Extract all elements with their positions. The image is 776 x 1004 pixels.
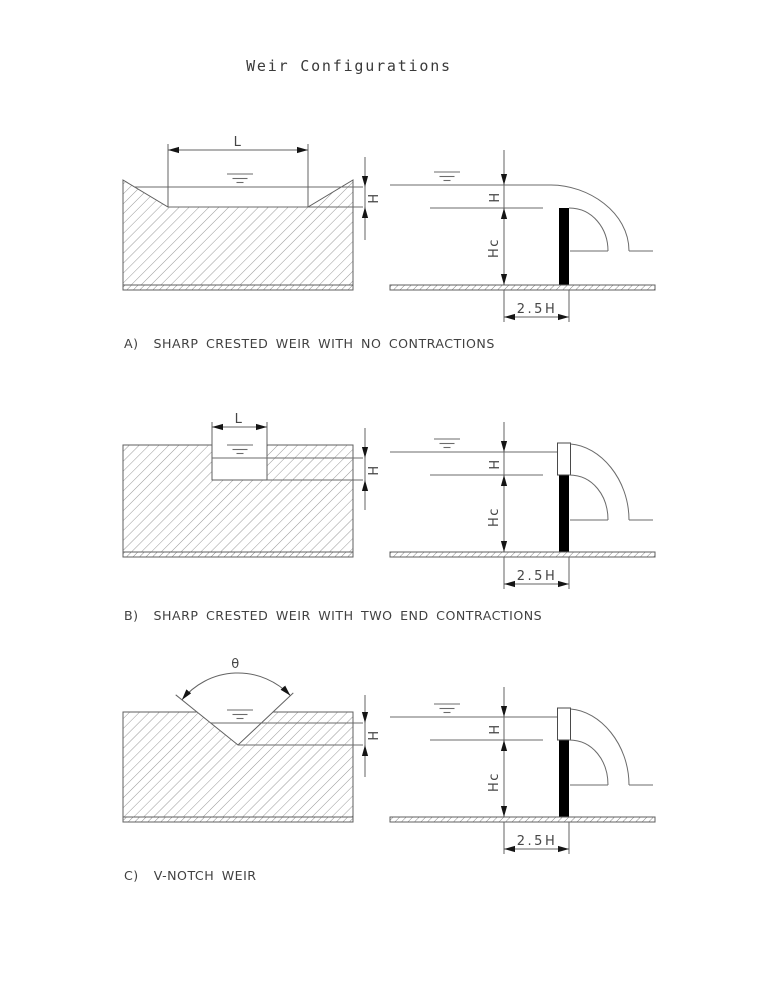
crest-length-label: L xyxy=(233,135,243,150)
channel-floor xyxy=(390,552,655,557)
channel-floor xyxy=(390,817,655,822)
head-label: H xyxy=(488,458,503,470)
nappe-lower-curve xyxy=(569,740,608,785)
diagram-b xyxy=(123,412,655,623)
contraction-plate-top xyxy=(558,708,571,740)
diagram-c-side-view xyxy=(390,687,655,854)
contraction-plate-top xyxy=(558,443,571,475)
plate-offset-label: 2.5H xyxy=(516,834,558,849)
water-level-icon xyxy=(227,174,253,183)
extension-line xyxy=(176,695,197,712)
head-dimension xyxy=(365,428,382,510)
head-label: H xyxy=(367,192,382,204)
water-level-icon xyxy=(227,445,253,454)
head-and-crest-height-dimension xyxy=(487,150,504,285)
nappe-upper-curve xyxy=(571,444,630,520)
angle-arc xyxy=(182,673,291,700)
crest-length-dimension xyxy=(168,135,308,207)
diagram-a-side-view xyxy=(390,150,655,322)
head-and-crest-height-dimension xyxy=(487,687,504,817)
notch-angle-label: θ xyxy=(231,657,241,672)
diagram-c xyxy=(123,657,655,883)
weir-base-strip xyxy=(123,552,353,557)
plate-offset-label: 2.5H xyxy=(516,569,558,584)
diagram-a xyxy=(123,135,655,351)
head-dimension xyxy=(365,695,382,777)
water-level-icon xyxy=(227,710,253,719)
weir-base-strip xyxy=(123,285,353,290)
weir-plate xyxy=(559,740,569,817)
weir-block xyxy=(123,712,353,817)
water-level-icon xyxy=(434,439,460,448)
head-dimension xyxy=(365,157,382,240)
diagram-a-caption: A) SHARP CRESTED WEIR WITH NO CONTRACTIONS xyxy=(124,336,495,351)
head-and-crest-height-dimension xyxy=(487,422,504,552)
nappe-upper-curve xyxy=(571,709,630,785)
crest-height-label: Hc xyxy=(487,238,502,258)
crest-height-label: Hc xyxy=(487,507,502,527)
head-label: H xyxy=(488,191,503,203)
channel-floor xyxy=(390,285,655,290)
diagram-c-caption: C) V-NOTCH WEIR xyxy=(124,868,257,883)
diagram-a-front-view xyxy=(123,135,382,290)
head-label: H xyxy=(367,464,382,476)
nappe-lower-curve xyxy=(569,475,608,520)
crest-height-label: Hc xyxy=(487,772,502,792)
diagram-b-front-view xyxy=(123,412,382,557)
plate-offset-dimension xyxy=(504,822,569,854)
plate-offset-dimension xyxy=(504,290,569,322)
water-level-icon xyxy=(434,704,460,713)
weir-plate xyxy=(559,475,569,552)
weir-base-strip xyxy=(123,817,353,822)
water-level-icon xyxy=(434,172,460,181)
head-label: H xyxy=(488,723,503,735)
weir-block xyxy=(123,445,353,552)
plate-offset-dimension xyxy=(504,557,569,589)
head-label: H xyxy=(367,729,382,741)
diagram-b-caption: B) SHARP CRESTED WEIR WITH TWO END CONTRACTIONS xyxy=(124,608,543,623)
plate-offset-label: 2.5H xyxy=(516,302,558,317)
crest-length-dimension xyxy=(212,412,267,445)
crest-length-label: L xyxy=(234,412,244,427)
notch-angle-dimension xyxy=(176,657,294,712)
weir-block xyxy=(123,180,353,285)
extension-line xyxy=(273,693,293,712)
nappe-lower-curve xyxy=(569,208,608,251)
diagram-b-side-view xyxy=(390,422,655,589)
diagram-c-front-view xyxy=(123,657,382,822)
page-title: Weir Configurations xyxy=(246,57,452,75)
weir-plate xyxy=(559,208,569,285)
